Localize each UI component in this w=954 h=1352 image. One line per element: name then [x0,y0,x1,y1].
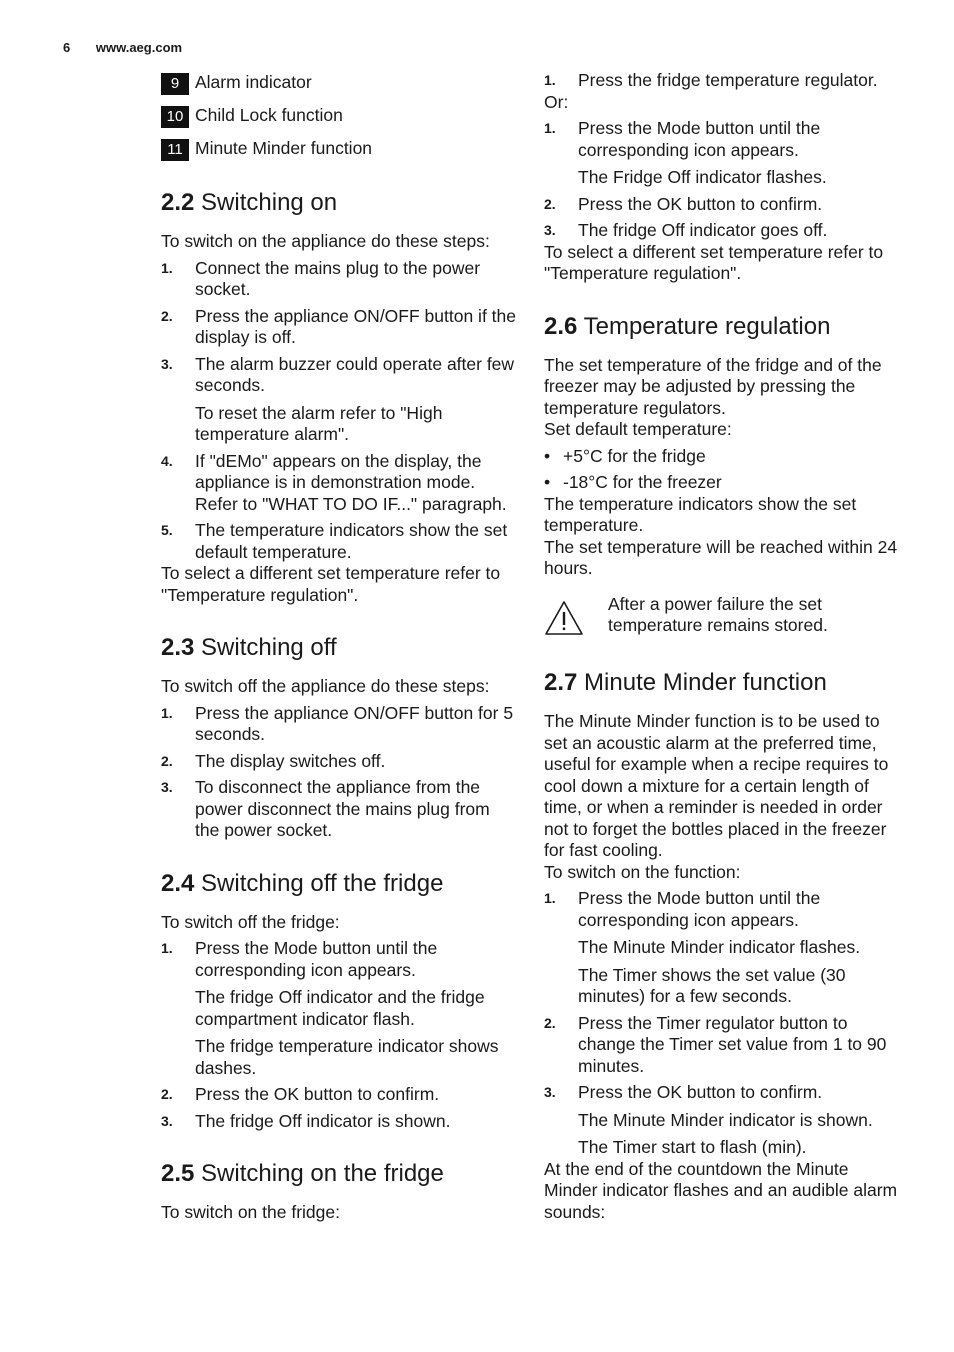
step-item: 3. The fridge Off indicator is shown. [161,1110,451,1131]
step-note: The Fridge Off indicator flashes. [578,167,827,187]
warning-text: After a power failure the set temperature remains stored. [608,593,828,635]
step-item: 2. Press the OK button to confirm. [544,193,823,214]
legend-item [161,136,516,161]
step-item: 4. If "dEMo" appears on the display, the appliance is in demonstration mode. Refer to "WHAT TO DO IF..." paragraph. [161,450,507,514]
paragraph: Set default temperature: [544,419,732,439]
legend-number: 9 [161,73,189,95]
step-item: 1. Press the Mode button until the corresponding icon appears. [544,118,821,160]
paragraph: The Minute Minder function is to be used to set an acoustic alarm at the preferred time, useful for example when a recipe requires to cool down a mixture for a certain length of time, or when a reminder is needed in order not to forget the bottles placed in the freezer for fast cooling. [544,711,889,860]
section-heading-switching-on-fridge: 2.5 Switching on the fridge [161,1160,444,1187]
legend-number: 11 [161,139,189,161]
section-intro: To switch off the appliance do these steps: [161,676,490,696]
page-number: 6 [63,40,71,55]
bullet-item: • -18°C for the freezer [544,472,722,492]
step-item: 2. The display switches off. [161,750,386,771]
paragraph: The set temperature of the fridge and of the freezer may be adjusted by pressing the temperature regulators. [544,354,882,418]
right-column [544,70,899,1223]
section-outro: At the end of the countdown the Minute Minder indicator flashes and an audible alarm sounds: [544,1158,898,1222]
step-note: To reset the alarm refer to "High temperature alarm". [195,402,443,444]
step-item: 1. Press the fridge temperature regulator. [544,70,878,90]
section-heading-minute-minder: 2.7 Minute Minder function [544,669,827,696]
step-item: 2. Press the appliance ON/OFF button if the display is off. [161,305,516,347]
warning-note [544,594,899,642]
left-column [161,70,516,1224]
section-outro: To select a different set temperature refer to "Temperature regulation". [161,563,501,605]
legend-item [161,103,516,128]
section-outro: To select a different set temperature refer to "Temperature regulation". [544,241,884,283]
step-item: 5. The temperature indicators show the set default temperature. [161,520,508,562]
section-heading-temperature-regulation: 2.6 Temperature regulation [544,312,831,340]
legend-label: Minute Minder function [195,138,373,158]
paragraph: The set temperature will be reached within 24 hours. [544,536,898,578]
section-intro: To switch on the fridge: [161,1202,340,1222]
step-note: The fridge temperature indicator shows dashes. [195,1036,499,1078]
section-intro: To switch on the appliance do these steps: [161,231,490,251]
step-item: 3. The alarm buzzer could operate after few seconds. [161,353,515,395]
legend-label: Alarm indicator [195,72,312,92]
step-note: The fridge Off indicator and the fridge compartment indicator flash. [195,987,485,1029]
step-item: 1. Press the Mode button until the corresponding icon appears. [544,888,821,930]
section-intro: To switch off the fridge: [161,911,340,932]
paragraph: To switch on the function: [544,861,741,882]
step-item: 1. Connect the mains plug to the power socket. [161,257,481,299]
paragraph: The temperature indicators show the set temperature. [544,493,857,535]
step-item: 2. Press the Timer regulator button to change the Timer set value from 1 to 90 minutes. [544,1012,887,1076]
step-item: 3. The fridge Off indicator goes off. [544,220,828,240]
step-item: 2. Press the OK button to confirm. [161,1084,440,1104]
step-item: 1. Press the Mode button until the corresponding icon appears. [161,938,438,980]
page-header [63,37,182,59]
step-item: 3. To disconnect the appliance from the power disconnect the mains plug from the power socket. [161,777,490,840]
or-label: Or: [544,91,569,112]
step-note: The Timer start to flash (min). [578,1137,807,1157]
section-heading-switching-off-fridge: 2.4 Switching off the fridge [161,869,444,897]
step-note: The Minute Minder indicator is shown. [578,1109,873,1130]
site-url[interactable]: www.aeg.com [95,40,183,55]
step-item: 1. Press the appliance ON/OFF button for 5 seconds. [161,702,514,744]
section-heading-switching-off: 2.3 Switching off [161,634,337,661]
warning-icon [544,594,608,642]
step-item: 3. Press the OK button to confirm. [544,1082,823,1102]
bullet-item: • +5°C for the fridge [544,445,706,466]
legend-label: Child Lock function [195,105,343,125]
step-note: The Minute Minder indicator flashes. [578,937,861,957]
step-note: The Timer shows the set value (30 minutes) for a few seconds. [578,964,846,1006]
section-heading-switching-on: 2.2 Switching on [161,189,338,216]
legend-number: 10 [161,106,189,128]
legend-item [161,70,516,95]
